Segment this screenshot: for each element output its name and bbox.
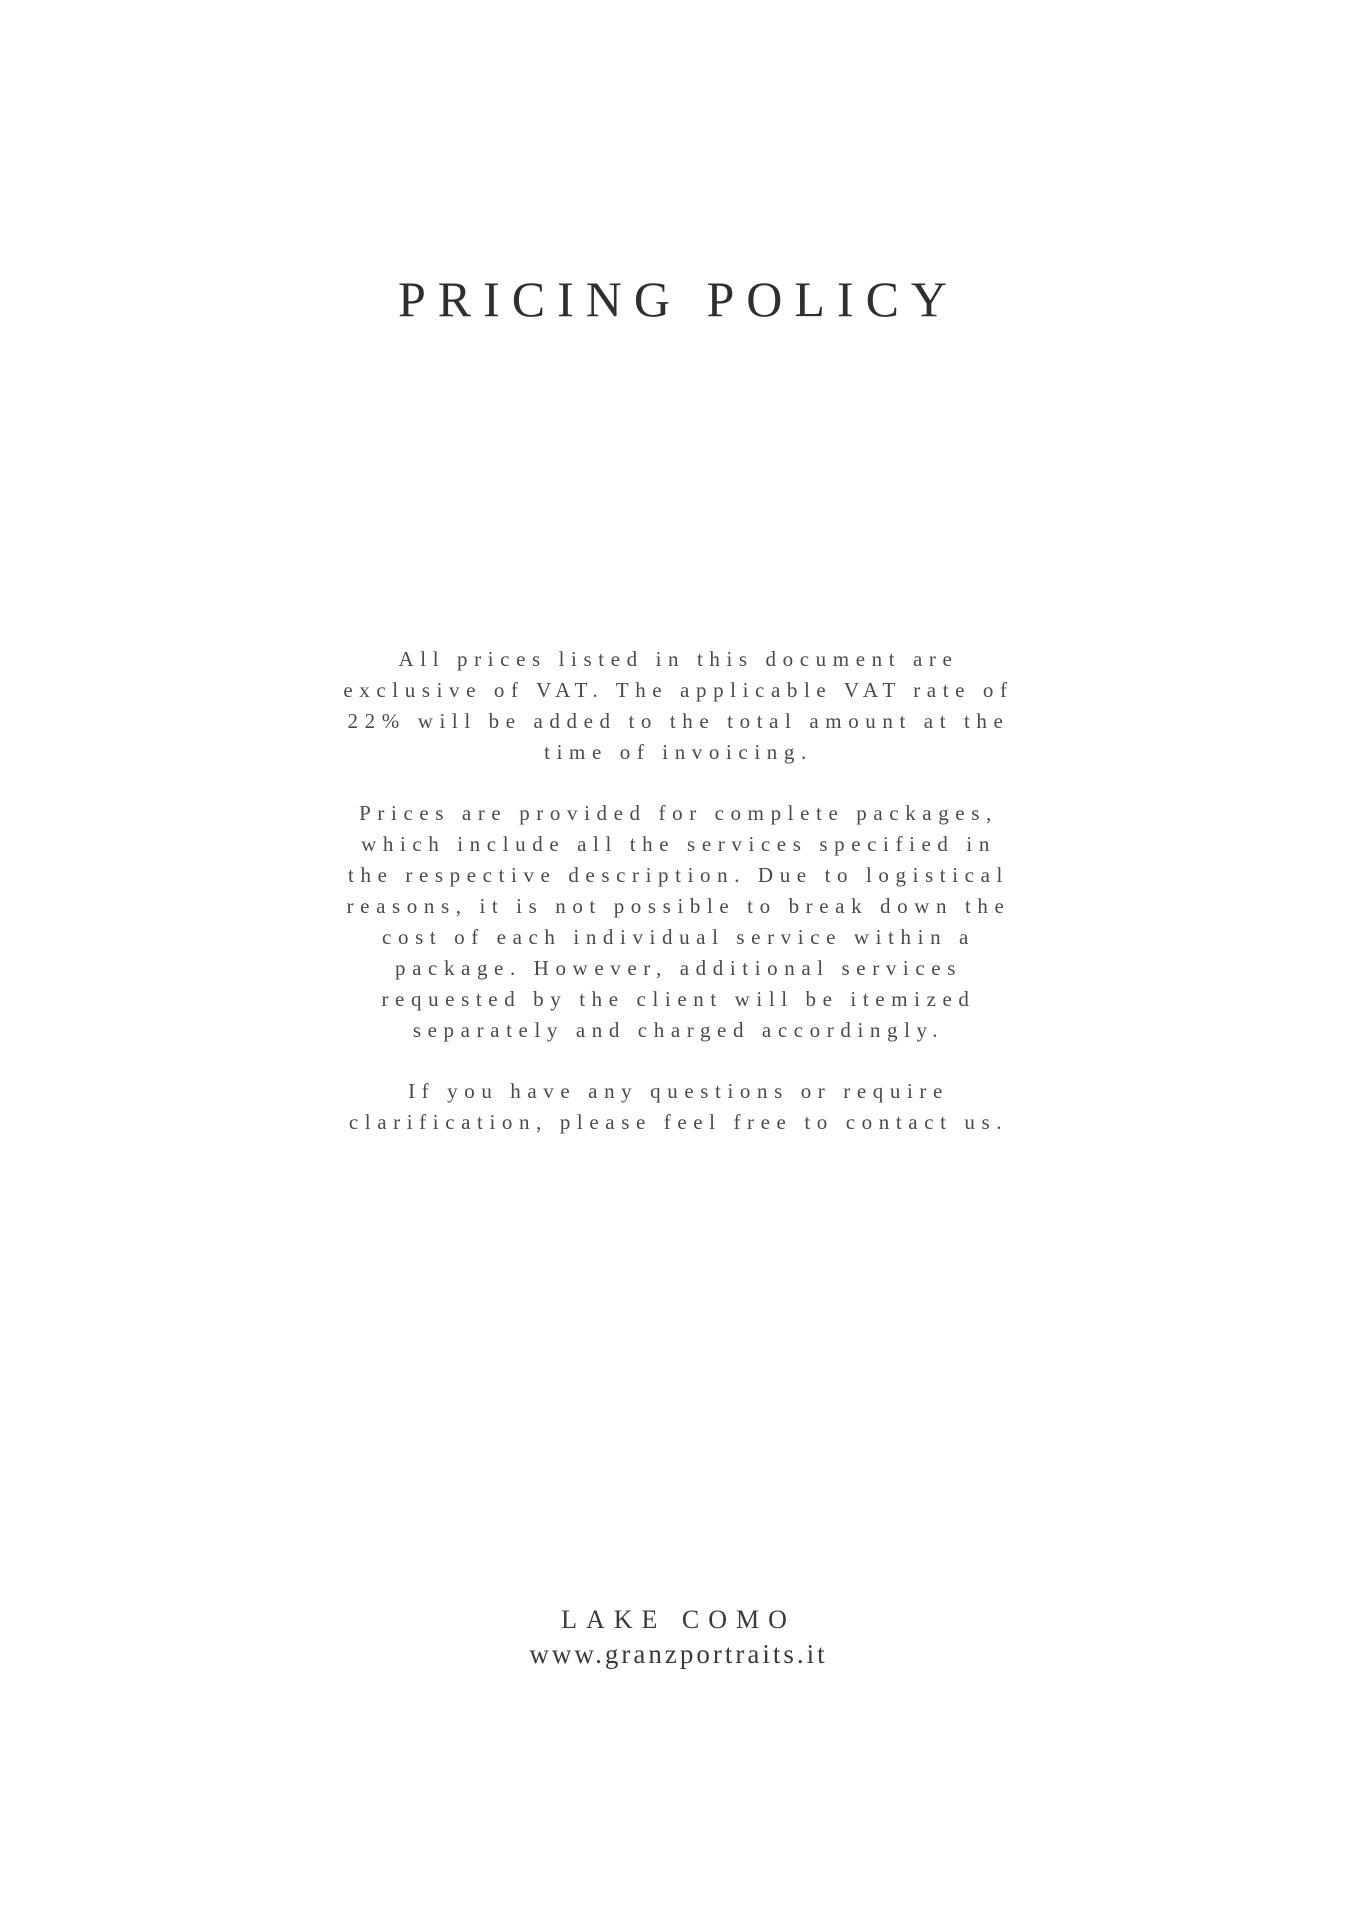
vat-paragraph: All prices listed in this document are exclusive of VAT. The applicable VAT rate of 22% will be added to the total amount at the time of invoicing. bbox=[343, 647, 1014, 764]
footer bbox=[0, 1603, 1357, 1671]
page-title: PRICING POLICY bbox=[397, 271, 960, 327]
policy-body bbox=[340, 644, 1017, 1168]
packages-paragraph: Prices are provided for complete packages, which include all the services specified in the respective description. Due to logistical reasons, it is not possible to break down the cost of each individual service within a package. However, additional services requested by the client will be itemized separately and charged accordingly. bbox=[346, 801, 1011, 1042]
footer-website-link[interactable]: www.granzportraits.it bbox=[529, 1639, 828, 1669]
footer-location: LAKE COMO bbox=[561, 1605, 796, 1634]
contact-paragraph: If you have any questions or require clarification, please feel free to contact us. bbox=[348, 1079, 1009, 1134]
